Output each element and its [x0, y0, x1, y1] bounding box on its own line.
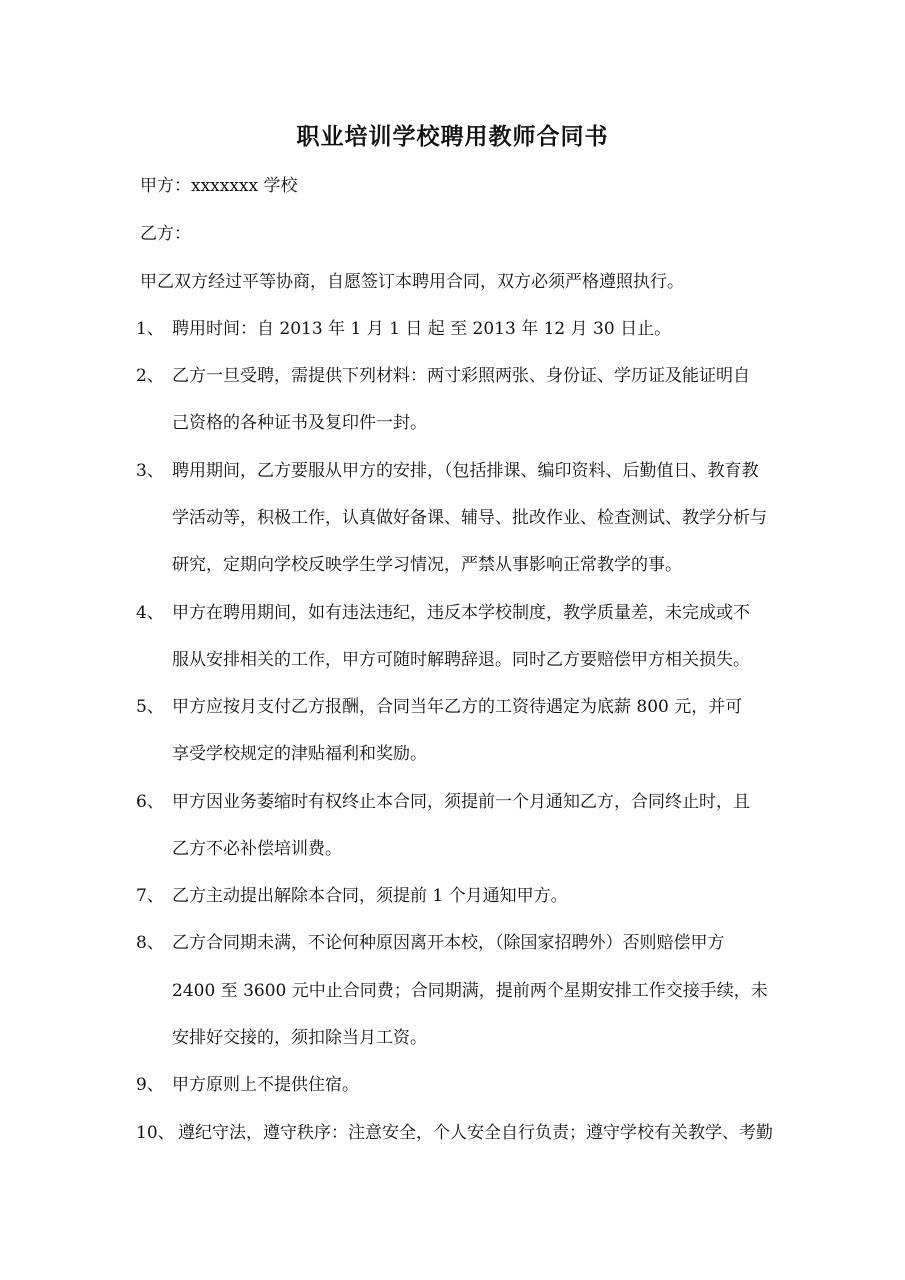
clause-8-line-1: 乙方合同期未满，不论何种原因离开本校，（除国家招聘外）否则赔偿甲方 — [172, 933, 725, 953]
clause-3-line-3: 研究，定期向学校反映学生学习情况，严禁从事影响正常教学的事。 — [172, 555, 682, 575]
clause-4-number: 4、 — [136, 603, 164, 623]
party-a-line: 甲方：xxxxxxx 学校 — [140, 176, 298, 196]
party-b-line: 乙方： — [140, 224, 191, 244]
clause-10-number: 10、 — [136, 1123, 175, 1143]
clause-10-line-1: 遵纪守法，遵守秩序：注意安全，个人安全自行负责；遵守学校有关教学、考勤 — [178, 1123, 773, 1143]
clause-5-line-2: 享受学校规定的津贴福利和奖励。 — [172, 744, 427, 764]
clause-5-number: 5、 — [136, 697, 164, 717]
clause-9-line-1: 甲方原则上不提供住宿。 — [172, 1075, 359, 1095]
clause-3-line-1: 聘用期间，乙方要服从甲方的安排，（包括排课、编印资料、后勤值日、教育教 — [172, 461, 759, 481]
clause-6-number: 6、 — [136, 792, 164, 812]
clause-4-line-2: 服从安排相关的工作，甲方可随时解聘辞退。同时乙方要赔偿甲方相关损失。 — [172, 650, 750, 670]
clause-6-line-2: 乙方不必补偿培训费。 — [172, 839, 342, 859]
clause-1-number: 1、 — [136, 319, 164, 339]
clause-2-number: 2、 — [136, 366, 164, 386]
clause-1-line-1: 聘用时间：自 2013 年 1 月 1 日 起 至 2013 年 12 月 30 日止。 — [172, 319, 672, 339]
clause-6-line-1: 甲方因业务萎缩时有权终止本合同，须提前一个月通知乙方，合同终止时，且 — [172, 792, 750, 812]
clause-8-number: 8、 — [136, 933, 164, 953]
clause-2-line-2: 己资格的各种证书及复印件一封。 — [172, 413, 427, 433]
preamble-line: 甲乙双方经过平等协商，自愿签订本聘用合同，双方必须严格遵照执行。 — [140, 272, 684, 292]
clause-9-number: 9、 — [136, 1075, 164, 1095]
document-title: 职业培训学校聘用教师合同书 — [296, 123, 609, 150]
clause-5-line-1: 甲方应按月支付乙方报酬，合同当年乙方的工资待遇定为底薪 800 元，并可 — [172, 697, 743, 717]
clause-7-number: 7、 — [136, 886, 164, 906]
clause-3-line-2: 学活动等，积极工作，认真做好备课、辅导、批改作业、检查测试、教学分析与 — [172, 508, 767, 528]
clause-3-number: 3、 — [136, 461, 164, 481]
clause-2-line-1: 乙方一旦受聘，需提供下列材料：两寸彩照两张、身份证、学历证及能证明自 — [172, 366, 750, 386]
clause-7-line-1: 乙方主动提出解除本合同，须提前 1 个月通知甲方。 — [172, 886, 568, 906]
clause-8-line-3: 安排好交接的，须扣除当月工资。 — [172, 1028, 427, 1048]
clause-8-line-2: 2400 至 3600 元中止合同费；合同期满，提前两个星期安排工作交接手续，未 — [172, 981, 768, 1001]
clause-4-line-1: 甲方在聘用期间，如有违法违纪，违反本学校制度，教学质量差，未完成或不 — [172, 603, 750, 623]
